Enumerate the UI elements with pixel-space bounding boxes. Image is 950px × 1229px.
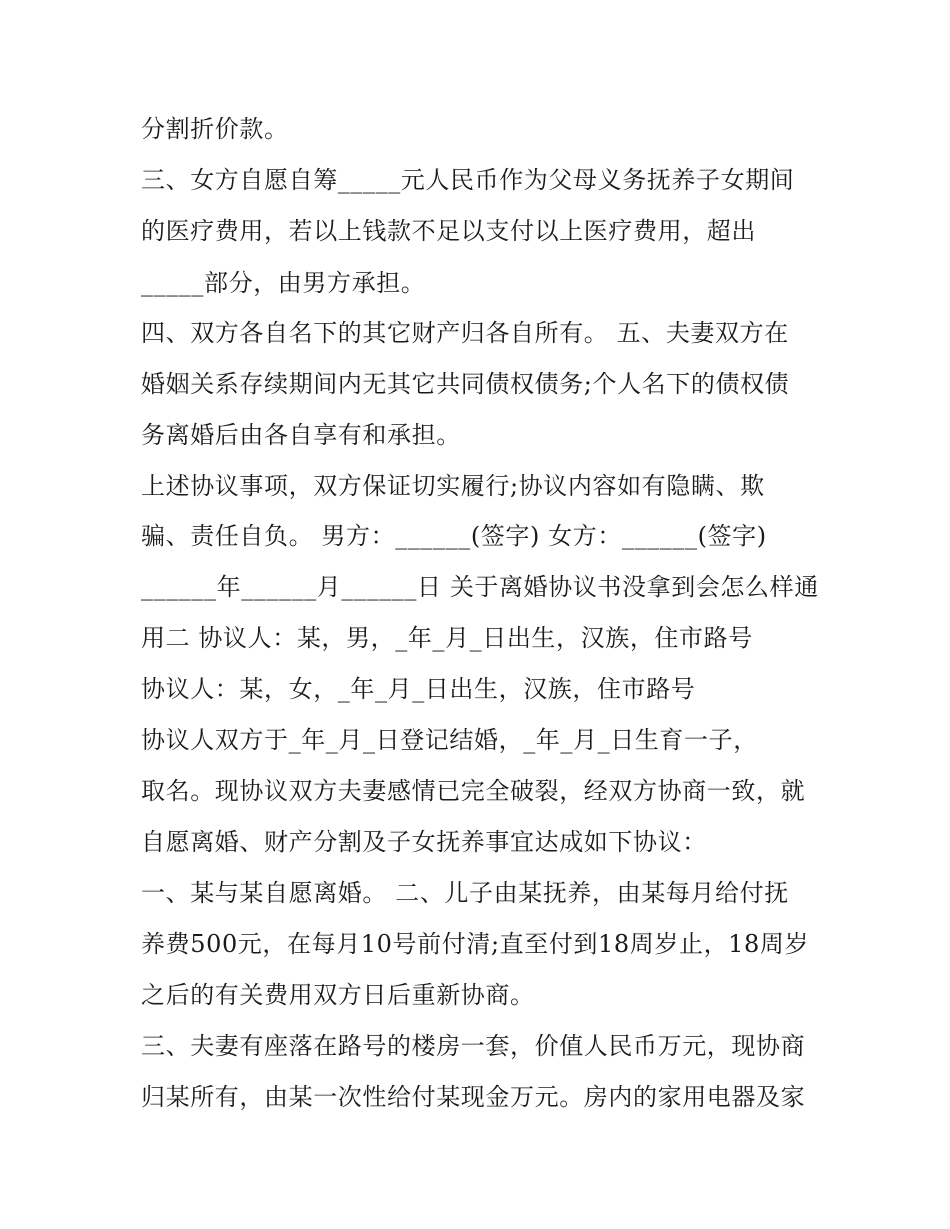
text-line: 三、女方自愿自筹_____元人民币作为父母义务抚养子女期间 xyxy=(141,166,795,194)
text-line: 三、夫妻有座落在路号的楼房一套，价值人民币万元，现协商 xyxy=(141,1032,806,1060)
text-line: 协议人双方于_年_月_日登记结婚，_年_月_日生育一子， xyxy=(141,726,758,754)
text-line: 取名。现协议双方夫妻感情已完全破裂，经双方协商一致，就 xyxy=(141,777,806,805)
text-line: 协议人：某，女，_年_月_日出生，汉族，住市路号 xyxy=(141,675,696,703)
text-line: 归某所有，由某一次性给付某现金万元。房内的家用电器及家 xyxy=(141,1083,806,1111)
text-line: _____部分，由男方承担。 xyxy=(141,269,426,297)
text-line: 务离婚后由各自享有和承担。 xyxy=(141,421,461,449)
text-line: 分割折价款。 xyxy=(141,115,289,143)
text-line: 自愿离婚、财产分割及子女抚养事宜达成如下协议： xyxy=(141,828,707,856)
text-line: 用二 协议人：某，男，_年_月_日出生，汉族，住市路号 xyxy=(141,624,753,652)
text-line: 之后的有关费用双方日后重新协商。 xyxy=(141,981,535,1009)
text-line: 婚姻关系存续期间内无其它共同债权债务;个人名下的债权债 xyxy=(141,370,790,398)
text-line: 骗、责任自负。 男方：______(签字) 女方：______(签字) xyxy=(141,522,767,550)
text-line: ______年______月______日 关于离婚协议书没拿到会怎么样通 xyxy=(141,573,819,601)
text-line: 的医疗费用，若以上钱款不足以支付以上医疗费用，超出 xyxy=(141,217,756,245)
text-line: 一、某与某自愿离婚。 二、儿子由某抚养，由某每月给付抚 xyxy=(141,879,789,907)
text-line: 养费500元，在每月10号前付清;直至付到18周岁止，18周岁 xyxy=(141,930,810,958)
text-line: 四、双方各自名下的其它财产归各自所有。 五、夫妻双方在 xyxy=(141,319,789,347)
text-line: 上述协议事项，双方保证切实履行;协议内容如有隐瞒、欺 xyxy=(141,472,765,500)
